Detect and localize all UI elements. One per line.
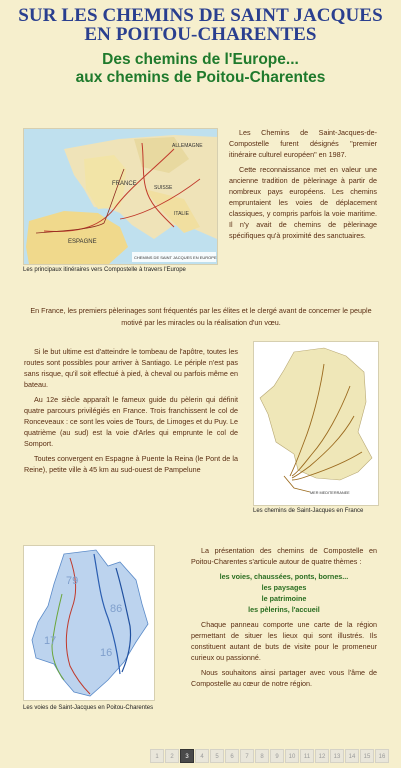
france-map-image xyxy=(254,342,378,505)
theme-item: les voies, chaussées, ponts, bornes... xyxy=(219,572,349,581)
page-navigation xyxy=(150,749,389,763)
title-line-1: SUR LES CHEMINS DE SAINT JACQUES xyxy=(18,5,383,26)
title-line-2: EN POITOU-CHARENTES xyxy=(84,24,317,45)
section2-paragraph: Au 12e siècle apparaît le fameux guide du pèlerin qui définit quatre parcours privilégiés en France. Trois franchissent le col de Ronceveaux : ce sont les voies de Tours, de Limoges et du Puy. Le quatrième (au sud) est la voie d'Arles qui emprunte le col de Somport. xyxy=(24,395,238,448)
europe-map-legend: CHEMINS DE SAINT JACQUES EN EUROPE xyxy=(134,255,217,260)
page-link[interactable]: 14 xyxy=(345,749,359,763)
section3-text xyxy=(191,545,377,693)
page-link[interactable]: 10 xyxy=(285,749,299,763)
dept-label-16: 16 xyxy=(100,647,113,659)
france-map xyxy=(253,341,379,506)
page-link[interactable]: 5 xyxy=(210,749,224,763)
page-link[interactable]: 12 xyxy=(315,749,329,763)
theme-item: les pèlerins, l'accueil xyxy=(248,605,320,614)
section1-text xyxy=(229,127,377,245)
poitou-charentes-map-image xyxy=(24,546,154,700)
theme-item: les paysages xyxy=(261,583,307,592)
europe-map xyxy=(23,128,218,265)
page-subtitle xyxy=(0,51,401,87)
label-france: FRANCE xyxy=(112,181,137,187)
page-link[interactable]: 16 xyxy=(375,749,389,763)
europe-map-caption: Les principaux itinéraires vers Compostelle à travers l'Europe xyxy=(23,267,186,273)
page-link[interactable]: 8 xyxy=(255,749,269,763)
label-suisse: SUISSE xyxy=(154,185,173,191)
france-map-legend: MER MEDITERRANEE xyxy=(310,491,350,495)
section1-paragraph: Les Chemins de Saint-Jacques-de-Compostelle furent désignés "premier itinéraire culturel européen" en 1987. xyxy=(229,128,377,159)
dept-label-86: 86 xyxy=(110,603,123,615)
page-link[interactable]: 9 xyxy=(270,749,284,763)
section3-paragraph: Chaque panneau comporte une carte de la région permettant de situer les lieux qui sont illustrés. Ils constituent autant de buts de visite pour le promeneur curieux ou passionné. xyxy=(191,620,377,662)
dept-label-79: 79 xyxy=(66,575,79,587)
section1-paragraph: Cette reconnaissance met en valeur une ancienne tradition de pèlerinage à partir de nombreux pays européens. Les chemins empruntaient les voies de déplacement classiques, y compris parfois la voie maritime. Il n'y avait de chemins de pèlerinage spécifiques qu'à proximité des sanctuaires. xyxy=(229,165,377,240)
label-italie: ITALIE xyxy=(174,211,189,217)
page-link[interactable]: 6 xyxy=(225,749,239,763)
theme-item: le patrimoine xyxy=(261,594,307,603)
section2-paragraph: Toutes convergent en Espagne à Puente la Reina (le Pont de la Reine), petite ville à 45 km au sud-ouest de Pampelune xyxy=(24,454,238,474)
subtitle-line-1: Des chemins de l'Europe... xyxy=(102,51,299,68)
page-link-current[interactable]: 3 xyxy=(180,749,194,763)
section3-lead: La présentation des chemins de Compostelle en Poitou-Charentes s'articule autour de quatre thèmes : xyxy=(191,546,377,566)
page-link[interactable]: 11 xyxy=(300,749,314,763)
section3-paragraph: Nous souhaitons ainsi partager avec vous l'âme de Compostelle au cœur de notre région. xyxy=(191,668,377,688)
france-map-caption: Les chemins de Saint-Jacques en France xyxy=(253,508,364,514)
section2-paragraph: Si le but ultime est d'atteindre le tombeau de l'apôtre, toutes les routes sont possibles pour arriver à Santiago. Le périple n'est pas sans risque, qu'il soit effectué à pied, à cheval ou parfois même en bateau. xyxy=(24,347,238,389)
page-link[interactable]: 7 xyxy=(240,749,254,763)
europe-map-image xyxy=(24,129,217,264)
page-link[interactable]: 2 xyxy=(165,749,179,763)
poitou-map-caption: Les voies de Saint-Jacques en Poitou-Charentes xyxy=(23,705,154,711)
subtitle-line-2: aux chemins de Poitou-Charentes xyxy=(75,69,326,86)
label-espagne: ESPAGNE xyxy=(68,239,97,245)
intro-text: En France, les premiers pèlerinages sont fréquentés par les élites et le clergé avant de concerner le peuple motivé par les miracles ou la réalisation d'un vœu. xyxy=(30,306,372,327)
section2-text xyxy=(24,346,238,479)
page-link[interactable]: 13 xyxy=(330,749,344,763)
page-link[interactable]: 1 xyxy=(150,749,164,763)
poitou-charentes-map xyxy=(23,545,155,701)
page-link[interactable]: 4 xyxy=(195,749,209,763)
page-link[interactable]: 15 xyxy=(360,749,374,763)
dept-label-17: 17 xyxy=(44,635,57,647)
themes-list xyxy=(191,571,377,615)
label-allemagne: ALLEMAGNE xyxy=(172,143,203,149)
page-title xyxy=(0,6,401,44)
